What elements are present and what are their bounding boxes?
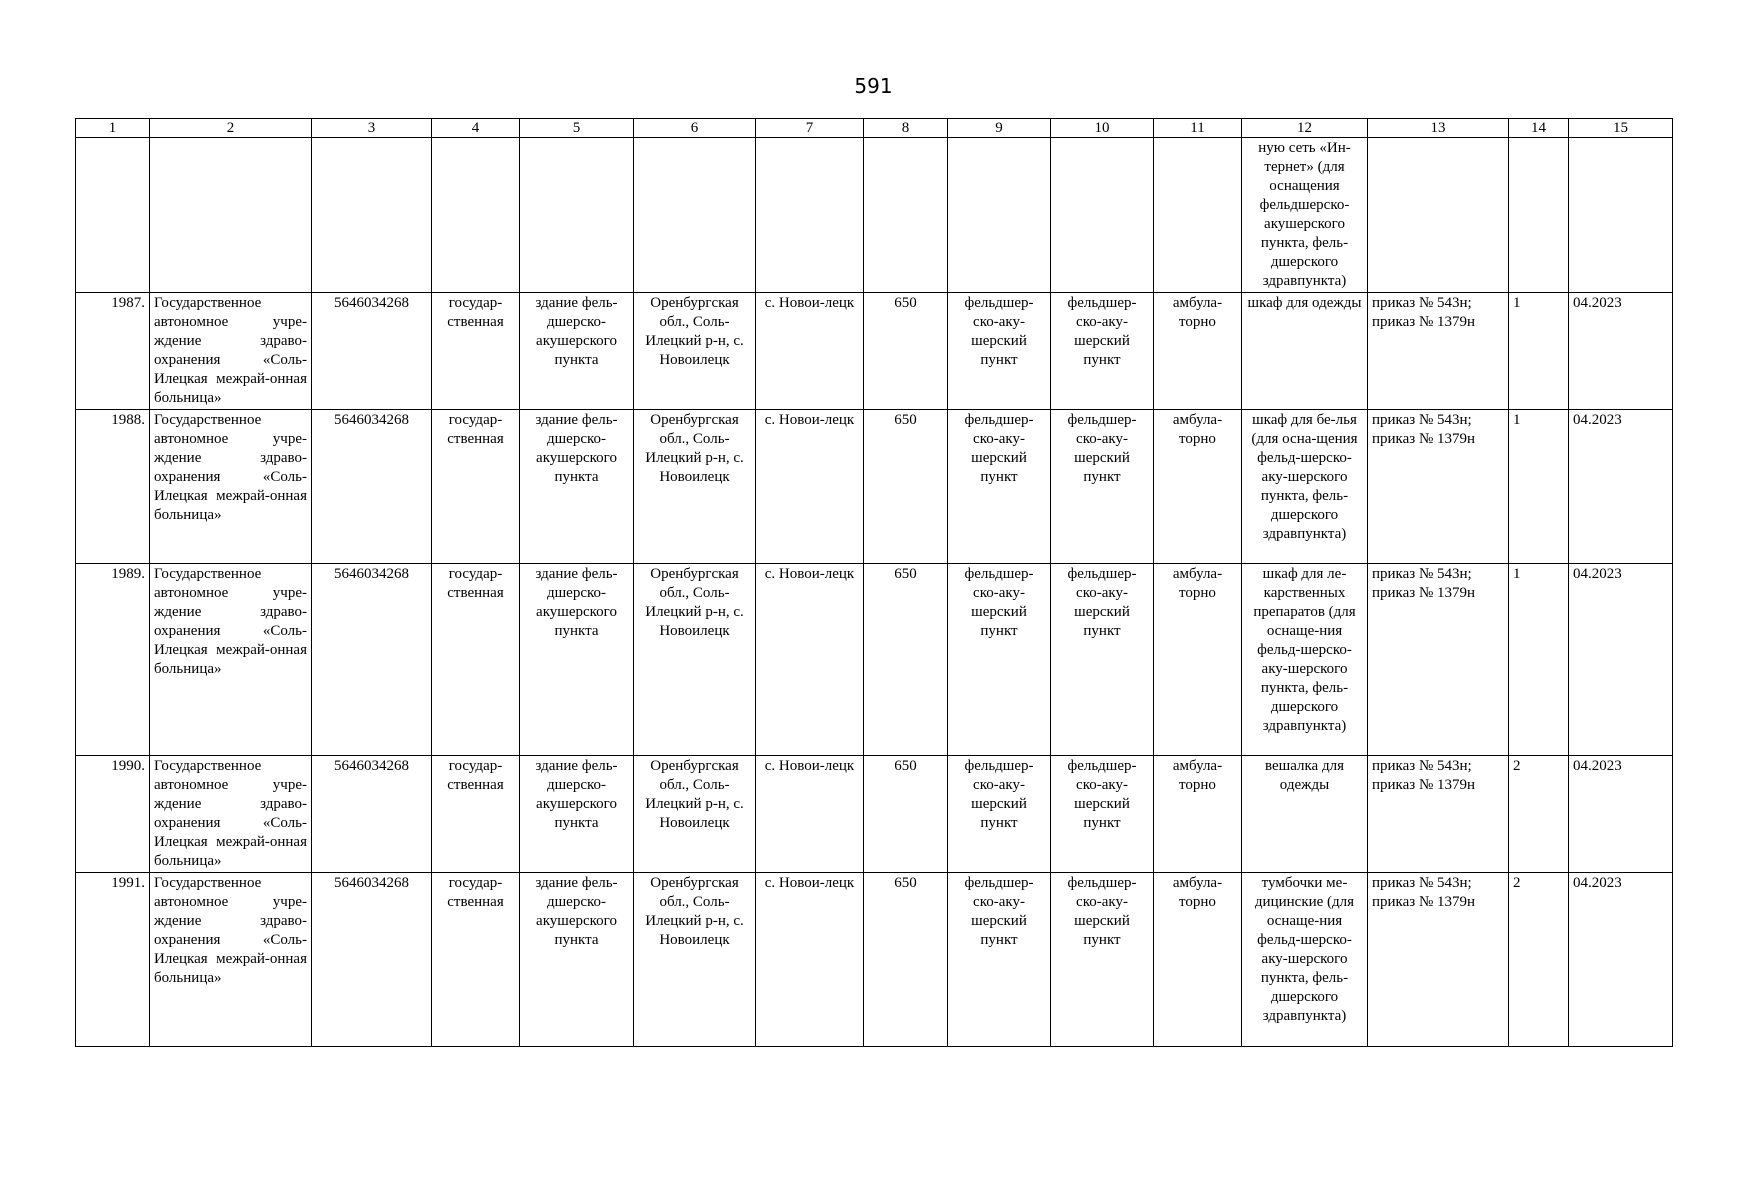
locality-cell: с. Новои-лецк — [756, 873, 864, 1047]
equipment-cell: ную сеть «Ин-тернет» (для оснащения фельдшерско-акушерского пункта, фель-дшерского здравпункта) — [1242, 138, 1368, 293]
basis-cell: приказ № 543н; приказ № 1379н — [1368, 410, 1509, 564]
locality-cell: с. Новои-лецк — [756, 293, 864, 410]
inn-cell: 5646034268 — [312, 756, 432, 873]
ownership-cell: государ-ственная — [432, 410, 520, 564]
column-number-row — [76, 119, 1673, 138]
date-cell: 04.2023 — [1569, 410, 1673, 564]
quantity-cell: 1 — [1509, 293, 1569, 410]
locality-cell: с. Новои-лецк — [756, 564, 864, 756]
table-row — [76, 564, 1673, 756]
unit-name-cell: фельдшер-ско-аку-шерский пункт — [1051, 564, 1154, 756]
code-cell: 650 — [864, 410, 948, 564]
building-cell: здание фель-дшерско-акушерского пункта — [520, 564, 634, 756]
row-number-cell: 1990. — [76, 756, 150, 873]
row-number-cell: 1989. — [76, 564, 150, 756]
inn-cell: 5646034268 — [312, 873, 432, 1047]
organization-cell: Государственное автономное учре-ждение здраво-охранения «Соль-Илецкая межрай-онная больница» — [150, 564, 312, 756]
care-condition-cell: амбула-торно — [1154, 756, 1242, 873]
ownership-cell: государ-ственная — [432, 756, 520, 873]
equipment-cell: вешалка для одежды — [1242, 756, 1368, 873]
equipment-cell: шкаф для одежды — [1242, 293, 1368, 410]
continuation-row — [76, 138, 1673, 293]
basis-cell: приказ № 543н; приказ № 1379н — [1368, 756, 1509, 873]
ownership-cell: государ-ственная — [432, 873, 520, 1047]
care-condition-cell: амбула-торно — [1154, 293, 1242, 410]
quantity-cell: 1 — [1509, 564, 1569, 756]
unit-type-cell: фельдшер-ско-аку-шерский пункт — [948, 756, 1051, 873]
unit-type-cell: фельдшер-ско-аку-шерский пункт — [948, 293, 1051, 410]
building-cell: здание фель-дшерско-акушерского пункта — [520, 756, 634, 873]
building-cell: здание фель-дшерско-акушерского пункта — [520, 873, 634, 1047]
quantity-cell: 1 — [1509, 410, 1569, 564]
basis-cell: приказ № 543н; приказ № 1379н — [1368, 873, 1509, 1047]
column-number: 10 — [1051, 119, 1154, 138]
ownership-cell: государ-ственная — [432, 564, 520, 756]
column-number: 4 — [432, 119, 520, 138]
date-cell: 04.2023 — [1569, 756, 1673, 873]
registry-table — [75, 118, 1673, 1047]
column-number: 3 — [312, 119, 432, 138]
address-cell: Оренбургская обл., Соль-Илецкий р-н, с. Новоилецк — [634, 293, 756, 410]
table-row — [76, 873, 1673, 1047]
column-number: 5 — [520, 119, 634, 138]
quantity-cell: 2 — [1509, 756, 1569, 873]
equipment-cell: шкаф для бе-лья (для осна-щения фельд-шерско-аку-шерского пункта, фель-дшерского здравпункта) — [1242, 410, 1368, 564]
code-cell: 650 — [864, 293, 948, 410]
equipment-cell: тумбочки ме-дицинские (для оснаще-ния фельд-шерско-аку-шерского пункта, фель-дшерского здравпункта) — [1242, 873, 1368, 1047]
building-cell: здание фель-дшерско-акушерского пункта — [520, 293, 634, 410]
care-condition-cell: амбула-торно — [1154, 873, 1242, 1047]
date-cell: 04.2023 — [1569, 564, 1673, 756]
unit-name-cell: фельдшер-ско-аку-шерский пункт — [1051, 293, 1154, 410]
row-number-cell: 1988. — [76, 410, 150, 564]
page-number: 591 — [854, 74, 893, 98]
column-number: 14 — [1509, 119, 1569, 138]
inn-cell: 5646034268 — [312, 410, 432, 564]
table-row — [76, 410, 1673, 564]
quantity-cell: 2 — [1509, 873, 1569, 1047]
date-cell: 04.2023 — [1569, 873, 1673, 1047]
date-cell: 04.2023 — [1569, 293, 1673, 410]
basis-cell: приказ № 543н; приказ № 1379н — [1368, 564, 1509, 756]
column-number: 9 — [948, 119, 1051, 138]
unit-name-cell: фельдшер-ско-аку-шерский пункт — [1051, 873, 1154, 1047]
care-condition-cell: амбула-торно — [1154, 564, 1242, 756]
inn-cell: 5646034268 — [312, 293, 432, 410]
ownership-cell: государ-ственная — [432, 293, 520, 410]
column-number: 6 — [634, 119, 756, 138]
care-condition-cell: амбула-торно — [1154, 410, 1242, 564]
locality-cell: с. Новои-лецк — [756, 410, 864, 564]
column-number: 8 — [864, 119, 948, 138]
address-cell: Оренбургская обл., Соль-Илецкий р-н, с. Новоилецк — [634, 564, 756, 756]
basis-cell: приказ № 543н; приказ № 1379н — [1368, 293, 1509, 410]
building-cell: здание фель-дшерско-акушерского пункта — [520, 410, 634, 564]
unit-name-cell: фельдшер-ско-аку-шерский пункт — [1051, 756, 1154, 873]
organization-cell: Государственное автономное учре-ждение здраво-охранения «Соль-Илецкая межрай-онная больница» — [150, 293, 312, 410]
unit-type-cell: фельдшер-ско-аку-шерский пункт — [948, 873, 1051, 1047]
organization-cell: Государственное автономное учре-ждение здраво-охранения «Соль-Илецкая межрай-онная больница» — [150, 756, 312, 873]
table-row — [76, 293, 1673, 410]
column-number: 11 — [1154, 119, 1242, 138]
unit-name-cell: фельдшер-ско-аку-шерский пункт — [1051, 410, 1154, 564]
address-cell: Оренбургская обл., Соль-Илецкий р-н, с. Новоилецк — [634, 756, 756, 873]
column-number: 2 — [150, 119, 312, 138]
column-number: 1 — [76, 119, 150, 138]
row-number-cell: 1987. — [76, 293, 150, 410]
table-row — [76, 756, 1673, 873]
unit-type-cell: фельдшер-ско-аку-шерский пункт — [948, 564, 1051, 756]
address-cell: Оренбургская обл., Соль-Илецкий р-н, с. Новоилецк — [634, 410, 756, 564]
column-number: 15 — [1569, 119, 1673, 138]
address-cell: Оренбургская обл., Соль-Илецкий р-н, с. Новоилецк — [634, 873, 756, 1047]
unit-type-cell: фельдшер-ско-аку-шерский пункт — [948, 410, 1051, 564]
row-number-cell: 1991. — [76, 873, 150, 1047]
organization-cell: Государственное автономное учре-ждение здраво-охранения «Соль-Илецкая межрай-онная больница» — [150, 410, 312, 564]
code-cell: 650 — [864, 756, 948, 873]
inn-cell: 5646034268 — [312, 564, 432, 756]
column-number: 13 — [1368, 119, 1509, 138]
locality-cell: с. Новои-лецк — [756, 756, 864, 873]
equipment-cell: шкаф для ле-карственных препаратов (для оснаще-ния фельд-шерско-аку-шерского пункта, фель-дшерского здравпункта) — [1242, 564, 1368, 756]
code-cell: 650 — [864, 873, 948, 1047]
column-number: 12 — [1242, 119, 1368, 138]
column-number: 7 — [756, 119, 864, 138]
organization-cell: Государственное автономное учре-ждение здраво-охранения «Соль-Илецкая межрай-онная больница» — [150, 873, 312, 1047]
code-cell: 650 — [864, 564, 948, 756]
